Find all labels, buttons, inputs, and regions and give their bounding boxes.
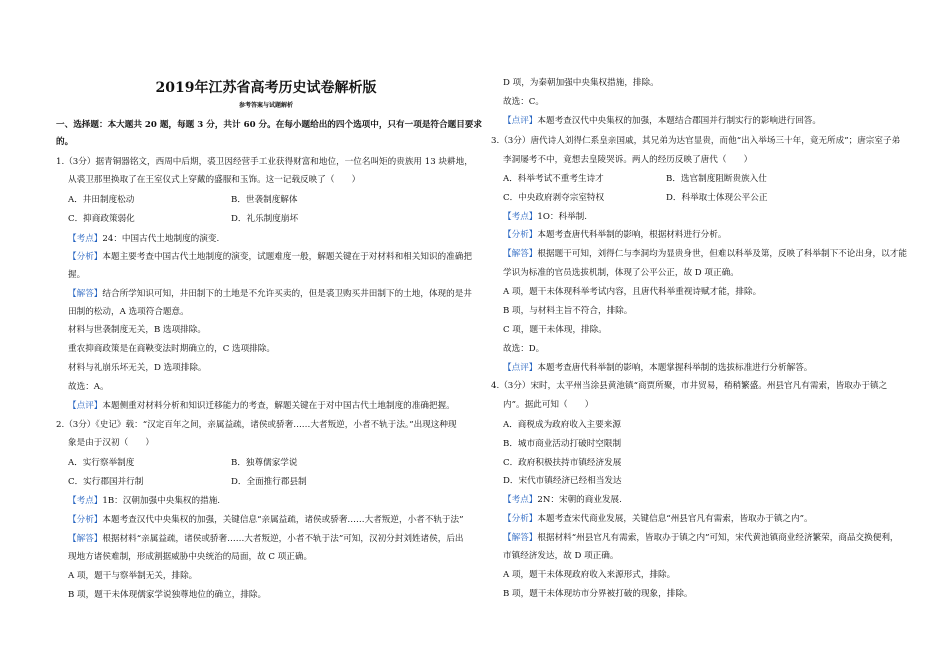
jieda-tag: 【解答】 — [68, 534, 103, 544]
q2-stem: 2.（3分）《史记》载：“汉定百年之间，亲属益疏，诸侯或骄奢……大者叛逆，小者不轨于法。”出现这种现 — [56, 420, 457, 430]
q4-option-a: A．商税成为政府收入主要来源 — [503, 420, 621, 430]
q3-stem: 3.（3分）唐代诗人刘得仁系皇亲国戚，其兄弟为达官显贵，而他“出入举场三十年，竟无所成”；唐宗室子弟 — [491, 136, 901, 146]
q3-jieda-line: 学识为标准的官员选拔机制，体现了公平公正，故 D 项正确。 — [503, 268, 739, 278]
dianping-text: 本题考查唐代科举制的影响，本题掌握科举制的选拔标准进行分析解答。 — [537, 363, 813, 373]
fenxi-tag: 【分析】 — [68, 515, 103, 525]
q2-option-d: D．全面推行郡县制 — [231, 477, 307, 487]
q1-dianping — [68, 400, 455, 412]
section-heading-cont: 的。 — [56, 137, 74, 147]
dianping-tag: 【点评】 — [503, 363, 538, 373]
document-title: 2019年江苏省高考历史试卷解析版 — [155, 80, 377, 96]
dianping-tag: 【点评】 — [68, 401, 103, 411]
kaodian-text: 1O：科举制. — [537, 212, 588, 222]
q1-kaodian — [68, 233, 219, 245]
q4-option-d: D．宋代市镇经济已经相当发达 — [503, 476, 622, 486]
q1-fenxi-cont: 握。 — [68, 270, 86, 280]
q2-option-a: A．实行察举制度 — [68, 458, 135, 468]
q2-stem-cont: 象是由于汉初（ ） — [68, 438, 154, 448]
q1-option-d: D．礼乐制度崩坏 — [231, 214, 299, 224]
q4-jieda-line: 市镇经济发达，故 D 项正确。 — [503, 551, 619, 561]
q4-fenxi — [503, 513, 813, 525]
q2-jieda-line: D 项，为秦朝加强中央集权措施，排除。 — [503, 78, 659, 88]
q3-option-a: A．科举考试不重考生诗才 — [503, 174, 604, 184]
q3-jieda-line: A 项，题干未体现科举考试内容，且唐代科举重视诗赋才能，排除。 — [503, 287, 762, 297]
q2-dianping — [503, 115, 821, 127]
q4-jieda — [503, 532, 899, 544]
jieda-text: 结合所学知识可知，井田制下的土地是不允许买卖的，但是裘卫购买井田制下的土地，体现的是井 — [102, 289, 472, 299]
q2-jieda-line: A 项，题干与察举制无关，排除。 — [68, 571, 198, 581]
fenxi-text: 本题考查宋代商业发展，关键信息“州县官凡有需索，皆取办于镇之内”。 — [537, 514, 813, 524]
kaodian-text: 1B：汉朝加强中央集权的措施. — [102, 496, 221, 506]
fenxi-text: 本题考查汉代中央集权的加强，关键信息“亲属益疏，诸侯或骄奢……大者叛逆，小者不轨于法” — [102, 515, 464, 525]
q3-jieda-line: C 项，题干未体现，排除。 — [503, 325, 607, 335]
q1-stem: 1.（3分）据青铜器铭文，西周中后期，裘卫因经营手工业获得财富和地位，一位名叫矩的贵族用 13 块耕地， — [56, 157, 473, 167]
kaodian-text: 24：中国古代土地制度的演变. — [102, 234, 220, 244]
q1-fenxi — [68, 251, 472, 263]
kaodian-tag: 【考点】 — [503, 212, 538, 222]
q1-option-a: A．井田制度松动 — [68, 195, 135, 205]
kaodian-tag: 【考点】 — [68, 496, 103, 506]
dianping-text: 本题侧重对材料分析和知识迁移能力的考查，解题关键在于对中国古代土地制度的准确把握。 — [102, 401, 455, 411]
dianping-text: 本题考查汉代中央集权的加强，本题结合郡国并行制实行的影响进行回答。 — [537, 116, 821, 126]
kaodian-tag: 【考点】 — [503, 495, 538, 505]
q4-stem: 4.（3分）宋时，太平州当涂县黄池镇“商贾所聚，市井贸易，稍稍繁盛。州县官凡有需索，皆取办于镇之 — [491, 381, 888, 391]
q3-fenxi — [503, 229, 726, 241]
q2-fenxi — [68, 514, 464, 526]
document-subtitle: 参考答案与试题解析 — [238, 102, 293, 109]
q3-option-d: D．科举取士体现公平公正 — [666, 193, 768, 203]
kaodian-tag: 【考点】 — [68, 234, 103, 244]
q2-option-b: B．独尊儒家学说 — [231, 458, 298, 468]
q3-answer: 故选：D。 — [503, 344, 545, 354]
q2-kaodian — [68, 495, 220, 507]
q4-kaodian — [503, 494, 622, 506]
q3-stem-cont: 李洞屡考不中，竟想去皇陵哭诉。两人的经历反映了唐代（ ） — [503, 155, 753, 165]
q2-jieda-line: 现地方诸侯难制，形成割据威胁中央统治的局面，故 C 项正确。 — [68, 552, 313, 562]
q1-jieda — [68, 288, 472, 300]
q1-option-b: B．世袭制度解体 — [231, 195, 298, 205]
q2-jieda-line: B 项，题干未体现儒家学说独尊地位的确立，排除。 — [68, 590, 267, 600]
fenxi-tag: 【分析】 — [503, 514, 538, 524]
q4-option-b: B．城市商业活动打破时空限制 — [503, 439, 622, 449]
q2-jieda — [68, 533, 464, 545]
jieda-text: 根据题干可知，刘得仁与李洞均为显贵身世，但难以科举及第，反映了科举制下不论出身，以才能 — [537, 249, 907, 259]
dianping-tag: 【点评】 — [503, 116, 538, 126]
q3-kaodian — [503, 211, 587, 223]
q1-jieda-line: 材料与礼崩乐坏无关，D 选项排除。 — [68, 363, 207, 373]
q3-jieda-line: B 项，与材料主旨不符合，排除。 — [503, 306, 633, 316]
q4-option-c: C．政府积极扶持市镇经济发展 — [503, 458, 622, 468]
q1-stem-cont: 从裘卫那里换取了在王室仪式上穿戴的盛服和玉饰。这一记载反映了（ ） — [68, 175, 361, 185]
q1-jieda-line: 重农抑商政策是在商鞅变法时期确立的，C 选项排除。 — [68, 344, 275, 354]
q3-jieda — [503, 248, 907, 260]
fenxi-tag: 【分析】 — [68, 252, 103, 262]
section-heading: 一、选择题：本大题共 20 题，每题 3 分，共计 60 分。在每小题给出的四个选项中，只有一项是符合题目要求 — [56, 120, 482, 130]
jieda-tag: 【解答】 — [68, 289, 103, 299]
fenxi-tag: 【分析】 — [503, 230, 538, 240]
jieda-text: 根据材料“亲属益疏，诸侯或骄奢……大者叛逆，小者不轨于法”可知，汉初分封刘姓诸侯，后出 — [102, 534, 464, 544]
jieda-tag: 【解答】 — [503, 533, 538, 543]
q3-option-c: C．中央政府剥夺宗室特权 — [503, 193, 605, 203]
q4-stem-cont: 内”。据此可知（ ） — [503, 400, 594, 410]
q1-jieda-line: 田制的松动，A 选项符合题意。 — [68, 307, 189, 317]
q1-jieda-line: 材料与世袭制度无关，B 选项排除。 — [68, 325, 206, 335]
q3-option-b: B．选官制度阻断贵族入仕 — [666, 174, 767, 184]
fenxi-text: 本题考查唐代科举制的影响，根据材料进行分析。 — [537, 230, 727, 240]
q4-jieda-line: A 项，题干未体现政府收入来源形式，排除。 — [503, 570, 676, 580]
q4-jieda-line: B 项，题干未体现坊市分界被打破的现象，排除。 — [503, 589, 693, 599]
q2-answer: 故选：C。 — [503, 97, 544, 107]
jieda-tag: 【解答】 — [503, 249, 538, 259]
q2-option-c: C．实行郡国并行制 — [68, 477, 144, 487]
fenxi-text: 本题主要考查中国古代土地制度的演变，试题难度一般，解题关键在于对材料和相关知识的准确把 — [102, 252, 472, 262]
kaodian-text: 2N：宋朝的商业发展. — [537, 495, 622, 505]
q3-dianping — [503, 362, 812, 374]
q1-option-c: C．抑商政策弱化 — [68, 214, 135, 224]
jieda-text: 根据材料“州县官凡有需索，皆取办于镇之内”可知，宋代黄池镇商业经济繁荣，商品交换便利， — [537, 533, 899, 543]
q1-answer: 故选：A。 — [68, 382, 109, 392]
